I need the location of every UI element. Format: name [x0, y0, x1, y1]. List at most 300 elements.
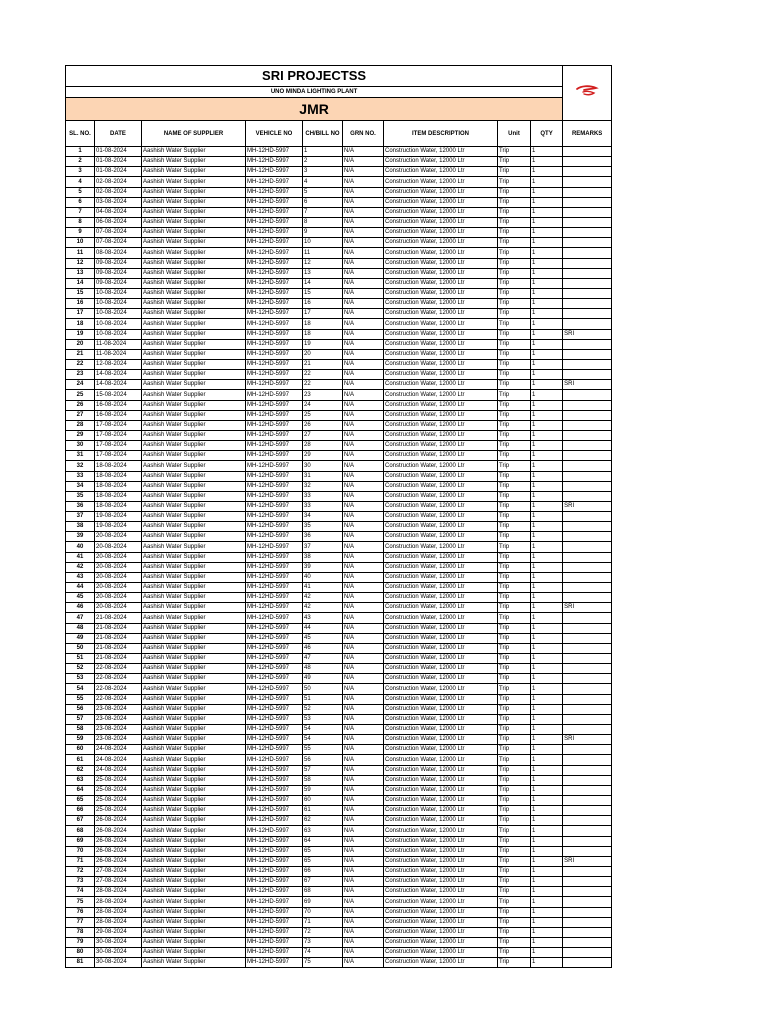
vehicle-no-cell: MH-12HD-5997: [246, 643, 303, 653]
unit-cell: Trip: [498, 238, 531, 248]
table-row: [66, 816, 612, 826]
date-cell: 25-08-2024: [95, 806, 142, 816]
item-description-cell: Construction Water, 12000 Ltr: [384, 927, 498, 937]
supplier-cell: Aashish Water Supplier: [142, 654, 246, 664]
remarks-cell: [563, 806, 612, 816]
grn-no-cell: N/A: [343, 755, 384, 765]
supplier-cell: Aashish Water Supplier: [142, 866, 246, 876]
unit-cell: Trip: [498, 370, 531, 380]
qty-cell: 1: [531, 339, 563, 349]
grn-no-cell: N/A: [343, 643, 384, 653]
grn-no-cell: N/A: [343, 268, 384, 278]
supplier-cell: Aashish Water Supplier: [142, 309, 246, 319]
bill-no-cell: 1: [303, 147, 343, 157]
unit-cell: Trip: [498, 522, 531, 532]
grn-no-cell: N/A: [343, 400, 384, 410]
supplier-cell: Aashish Water Supplier: [142, 806, 246, 816]
grn-no-cell: N/A: [343, 319, 384, 329]
remarks-cell: [563, 725, 612, 735]
item-description-cell: Construction Water, 12000 Ltr: [384, 846, 498, 856]
grn-no-cell: N/A: [343, 633, 384, 643]
unit-cell: Trip: [498, 897, 531, 907]
supplier-cell: Aashish Water Supplier: [142, 603, 246, 613]
bill-no-cell: 63: [303, 826, 343, 836]
grn-no-cell: N/A: [343, 471, 384, 481]
item-description-cell: Construction Water, 12000 Ltr: [384, 410, 498, 420]
qty-cell: 1: [531, 380, 563, 390]
vehicle-no-cell: MH-12HD-5997: [246, 441, 303, 451]
supplier-cell: Aashish Water Supplier: [142, 238, 246, 248]
vehicle-no-cell: MH-12HD-5997: [246, 258, 303, 268]
item-description-cell: Construction Water, 12000 Ltr: [384, 806, 498, 816]
bill-no-cell: 18: [303, 319, 343, 329]
sl-no-cell: 8: [66, 217, 95, 227]
supplier-cell: Aashish Water Supplier: [142, 319, 246, 329]
table-row: [66, 907, 612, 917]
bill-no-cell: 5: [303, 187, 343, 197]
col-grn-no-header: GRN NO.: [343, 121, 384, 147]
unit-cell: Trip: [498, 948, 531, 958]
qty-cell: 1: [531, 177, 563, 187]
sl-no-cell: 2: [66, 157, 95, 167]
grn-no-cell: N/A: [343, 390, 384, 400]
sl-no-cell: 80: [66, 948, 95, 958]
vehicle-no-cell: MH-12HD-5997: [246, 532, 303, 542]
item-description-cell: Construction Water, 12000 Ltr: [384, 714, 498, 724]
grn-no-cell: N/A: [343, 704, 384, 714]
grn-no-cell: N/A: [343, 613, 384, 623]
grn-no-cell: N/A: [343, 410, 384, 420]
supplier-cell: Aashish Water Supplier: [142, 816, 246, 826]
table-row: [66, 410, 612, 420]
unit-cell: Trip: [498, 258, 531, 268]
supplier-cell: Aashish Water Supplier: [142, 177, 246, 187]
bill-no-cell: 40: [303, 572, 343, 582]
sl-no-cell: 13: [66, 268, 95, 278]
vehicle-no-cell: MH-12HD-5997: [246, 826, 303, 836]
unit-cell: Trip: [498, 400, 531, 410]
bill-no-cell: 51: [303, 694, 343, 704]
sl-no-cell: 6: [66, 197, 95, 207]
qty-cell: 1: [531, 583, 563, 593]
bill-no-cell: 67: [303, 877, 343, 887]
date-cell: 22-08-2024: [95, 674, 142, 684]
table-row: [66, 704, 612, 714]
item-description-cell: Construction Water, 12000 Ltr: [384, 187, 498, 197]
sl-no-cell: 42: [66, 562, 95, 572]
table-row: [66, 654, 612, 664]
table-row: [66, 268, 612, 278]
item-description-cell: Construction Water, 12000 Ltr: [384, 268, 498, 278]
vehicle-no-cell: MH-12HD-5997: [246, 866, 303, 876]
table-row: [66, 735, 612, 745]
unit-cell: Trip: [498, 430, 531, 440]
date-cell: 20-08-2024: [95, 603, 142, 613]
unit-cell: Trip: [498, 714, 531, 724]
item-description-cell: Construction Water, 12000 Ltr: [384, 816, 498, 826]
table-row: [66, 826, 612, 836]
remarks-cell: [563, 522, 612, 532]
bill-no-cell: 61: [303, 806, 343, 816]
bill-no-cell: 26: [303, 420, 343, 430]
remarks-cell: [563, 147, 612, 157]
bill-no-cell: 13: [303, 268, 343, 278]
table-row: [66, 238, 612, 248]
supplier-cell: Aashish Water Supplier: [142, 400, 246, 410]
bill-no-cell: 30: [303, 461, 343, 471]
sl-no-cell: 33: [66, 471, 95, 481]
date-cell: 22-08-2024: [95, 694, 142, 704]
vehicle-no-cell: MH-12HD-5997: [246, 603, 303, 613]
vehicle-no-cell: MH-12HD-5997: [246, 167, 303, 177]
qty-cell: 1: [531, 157, 563, 167]
grn-no-cell: N/A: [343, 522, 384, 532]
remarks-cell: [563, 877, 612, 887]
item-description-cell: Construction Water, 12000 Ltr: [384, 339, 498, 349]
bill-no-cell: 28: [303, 441, 343, 451]
date-cell: 26-08-2024: [95, 846, 142, 856]
bill-no-cell: 41: [303, 583, 343, 593]
remarks-cell: [563, 684, 612, 694]
bill-no-cell: 36: [303, 532, 343, 542]
item-description-cell: Construction Water, 12000 Ltr: [384, 917, 498, 927]
grn-no-cell: N/A: [343, 441, 384, 451]
grn-no-cell: N/A: [343, 532, 384, 542]
bill-no-cell: 56: [303, 755, 343, 765]
remarks-cell: [563, 643, 612, 653]
supplier-cell: Aashish Water Supplier: [142, 785, 246, 795]
sl-no-cell: 76: [66, 907, 95, 917]
date-cell: 18-08-2024: [95, 491, 142, 501]
unit-cell: Trip: [498, 299, 531, 309]
item-description-cell: Construction Water, 12000 Ltr: [384, 319, 498, 329]
qty-cell: 1: [531, 370, 563, 380]
item-description-cell: Construction Water, 12000 Ltr: [384, 390, 498, 400]
vehicle-no-cell: MH-12HD-5997: [246, 370, 303, 380]
remarks-cell: [563, 299, 612, 309]
item-description-cell: Construction Water, 12000 Ltr: [384, 441, 498, 451]
date-cell: 23-08-2024: [95, 725, 142, 735]
qty-cell: 1: [531, 268, 563, 278]
vehicle-no-cell: MH-12HD-5997: [246, 177, 303, 187]
bill-no-cell: 8: [303, 217, 343, 227]
item-description-cell: Construction Water, 12000 Ltr: [384, 603, 498, 613]
supplier-cell: Aashish Water Supplier: [142, 481, 246, 491]
vehicle-no-cell: MH-12HD-5997: [246, 207, 303, 217]
supplier-cell: Aashish Water Supplier: [142, 714, 246, 724]
sl-no-cell: 50: [66, 643, 95, 653]
remarks-cell: [563, 491, 612, 501]
sl-no-cell: 46: [66, 603, 95, 613]
jmr-sheet: [65, 65, 611, 968]
vehicle-no-cell: MH-12HD-5997: [246, 187, 303, 197]
unit-cell: Trip: [498, 197, 531, 207]
supplier-cell: Aashish Water Supplier: [142, 572, 246, 582]
table-row: [66, 177, 612, 187]
date-cell: 25-08-2024: [95, 796, 142, 806]
sl-no-cell: 22: [66, 359, 95, 369]
date-cell: 28-08-2024: [95, 897, 142, 907]
item-description-cell: Construction Water, 12000 Ltr: [384, 785, 498, 795]
unit-cell: Trip: [498, 816, 531, 826]
grn-no-cell: N/A: [343, 765, 384, 775]
bill-no-cell: 44: [303, 623, 343, 633]
bill-no-cell: 7: [303, 207, 343, 217]
supplier-cell: Aashish Water Supplier: [142, 532, 246, 542]
grn-no-cell: N/A: [343, 329, 384, 339]
bill-no-cell: 18: [303, 329, 343, 339]
table-row: [66, 664, 612, 674]
remarks-cell: [563, 907, 612, 917]
company-logo: [563, 66, 612, 121]
unit-cell: Trip: [498, 755, 531, 765]
grn-no-cell: N/A: [343, 583, 384, 593]
date-cell: 19-08-2024: [95, 512, 142, 522]
sl-no-cell: 71: [66, 856, 95, 866]
vehicle-no-cell: MH-12HD-5997: [246, 745, 303, 755]
date-cell: 20-08-2024: [95, 532, 142, 542]
remarks-cell: [563, 258, 612, 268]
item-description-cell: Construction Water, 12000 Ltr: [384, 735, 498, 745]
date-cell: 27-08-2024: [95, 877, 142, 887]
unit-cell: Trip: [498, 745, 531, 755]
qty-cell: 1: [531, 725, 563, 735]
unit-cell: Trip: [498, 735, 531, 745]
bill-no-cell: 37: [303, 542, 343, 552]
item-description-cell: Construction Water, 12000 Ltr: [384, 349, 498, 359]
unit-cell: Trip: [498, 512, 531, 522]
table-row: [66, 796, 612, 806]
sl-no-cell: 29: [66, 430, 95, 440]
remarks-cell: [563, 410, 612, 420]
date-cell: 12-08-2024: [95, 359, 142, 369]
remarks-cell: [563, 572, 612, 582]
sl-no-cell: 69: [66, 836, 95, 846]
qty-cell: 1: [531, 826, 563, 836]
supplier-cell: Aashish Water Supplier: [142, 248, 246, 258]
supplier-cell: Aashish Water Supplier: [142, 745, 246, 755]
unit-cell: Trip: [498, 359, 531, 369]
item-description-cell: Construction Water, 12000 Ltr: [384, 522, 498, 532]
item-description-cell: Construction Water, 12000 Ltr: [384, 167, 498, 177]
qty-cell: 1: [531, 481, 563, 491]
date-cell: 26-08-2024: [95, 826, 142, 836]
table-row: [66, 299, 612, 309]
unit-cell: Trip: [498, 633, 531, 643]
remarks-cell: [563, 167, 612, 177]
grn-no-cell: N/A: [343, 866, 384, 876]
unit-cell: Trip: [498, 664, 531, 674]
qty-cell: 1: [531, 937, 563, 947]
table-row: [66, 958, 612, 968]
qty-cell: 1: [531, 288, 563, 298]
qty-cell: 1: [531, 633, 563, 643]
bill-no-cell: 2: [303, 157, 343, 167]
remarks-cell: SRI: [563, 856, 612, 866]
unit-cell: Trip: [498, 451, 531, 461]
item-description-cell: Construction Water, 12000 Ltr: [384, 370, 498, 380]
item-description-cell: Construction Water, 12000 Ltr: [384, 309, 498, 319]
date-cell: 11-08-2024: [95, 339, 142, 349]
supplier-cell: Aashish Water Supplier: [142, 643, 246, 653]
bill-no-cell: 73: [303, 937, 343, 947]
vehicle-no-cell: MH-12HD-5997: [246, 572, 303, 582]
supplier-cell: Aashish Water Supplier: [142, 370, 246, 380]
vehicle-no-cell: MH-12HD-5997: [246, 846, 303, 856]
qty-cell: 1: [531, 522, 563, 532]
supplier-cell: Aashish Water Supplier: [142, 278, 246, 288]
supplier-cell: Aashish Water Supplier: [142, 491, 246, 501]
bill-no-cell: 27: [303, 430, 343, 440]
unit-cell: Trip: [498, 309, 531, 319]
bill-no-cell: 17: [303, 309, 343, 319]
qty-cell: 1: [531, 816, 563, 826]
qty-cell: 1: [531, 765, 563, 775]
vehicle-no-cell: MH-12HD-5997: [246, 491, 303, 501]
grn-no-cell: N/A: [343, 694, 384, 704]
vehicle-no-cell: MH-12HD-5997: [246, 613, 303, 623]
grn-no-cell: N/A: [343, 937, 384, 947]
vehicle-no-cell: MH-12HD-5997: [246, 836, 303, 846]
grn-no-cell: N/A: [343, 664, 384, 674]
qty-cell: 1: [531, 958, 563, 968]
item-description-cell: Construction Water, 12000 Ltr: [384, 532, 498, 542]
vehicle-no-cell: MH-12HD-5997: [246, 217, 303, 227]
bill-no-cell: 22: [303, 380, 343, 390]
vehicle-no-cell: MH-12HD-5997: [246, 877, 303, 887]
date-cell: 16-08-2024: [95, 400, 142, 410]
date-cell: 21-08-2024: [95, 643, 142, 653]
sl-no-cell: 27: [66, 410, 95, 420]
grn-no-cell: N/A: [343, 826, 384, 836]
supplier-cell: Aashish Water Supplier: [142, 420, 246, 430]
unit-cell: Trip: [498, 613, 531, 623]
grn-no-cell: N/A: [343, 806, 384, 816]
table-row: [66, 593, 612, 603]
supplier-cell: Aashish Water Supplier: [142, 299, 246, 309]
sl-no-cell: 72: [66, 866, 95, 876]
grn-no-cell: N/A: [343, 572, 384, 582]
remarks-cell: [563, 836, 612, 846]
unit-cell: Trip: [498, 278, 531, 288]
sl-no-cell: 7: [66, 207, 95, 217]
sl-no-cell: 36: [66, 501, 95, 511]
qty-cell: 1: [531, 562, 563, 572]
remarks-cell: [563, 197, 612, 207]
remarks-cell: [563, 228, 612, 238]
qty-cell: 1: [531, 785, 563, 795]
date-cell: 03-08-2024: [95, 197, 142, 207]
qty-cell: 1: [531, 714, 563, 724]
qty-cell: 1: [531, 613, 563, 623]
unit-cell: Trip: [498, 349, 531, 359]
table-row: [66, 552, 612, 562]
grn-no-cell: N/A: [343, 603, 384, 613]
date-cell: 07-08-2024: [95, 238, 142, 248]
vehicle-no-cell: MH-12HD-5997: [246, 725, 303, 735]
unit-cell: Trip: [498, 228, 531, 238]
date-cell: 02-08-2024: [95, 177, 142, 187]
bill-no-cell: 24: [303, 400, 343, 410]
qty-cell: 1: [531, 349, 563, 359]
vehicle-no-cell: MH-12HD-5997: [246, 654, 303, 664]
vehicle-no-cell: MH-12HD-5997: [246, 714, 303, 724]
qty-cell: 1: [531, 643, 563, 653]
remarks-cell: [563, 937, 612, 947]
bill-no-cell: 66: [303, 866, 343, 876]
supplier-cell: Aashish Water Supplier: [142, 725, 246, 735]
qty-cell: 1: [531, 238, 563, 248]
vehicle-no-cell: MH-12HD-5997: [246, 593, 303, 603]
remarks-cell: [563, 623, 612, 633]
sl-no-cell: 11: [66, 248, 95, 258]
remarks-cell: [563, 430, 612, 440]
vehicle-no-cell: MH-12HD-5997: [246, 147, 303, 157]
grn-no-cell: N/A: [343, 714, 384, 724]
qty-cell: 1: [531, 197, 563, 207]
item-description-cell: Construction Water, 12000 Ltr: [384, 694, 498, 704]
supplier-cell: Aashish Water Supplier: [142, 258, 246, 268]
sl-no-cell: 77: [66, 917, 95, 927]
date-cell: 11-08-2024: [95, 349, 142, 359]
date-cell: 09-08-2024: [95, 258, 142, 268]
unit-cell: Trip: [498, 958, 531, 968]
item-description-cell: Construction Water, 12000 Ltr: [384, 278, 498, 288]
item-description-cell: Construction Water, 12000 Ltr: [384, 501, 498, 511]
date-cell: 28-08-2024: [95, 917, 142, 927]
sl-no-cell: 39: [66, 532, 95, 542]
table-row: [66, 491, 612, 501]
bill-no-cell: 39: [303, 562, 343, 572]
table-row: [66, 643, 612, 653]
date-cell: 17-08-2024: [95, 441, 142, 451]
item-description-cell: Construction Water, 12000 Ltr: [384, 958, 498, 968]
item-description-cell: Construction Water, 12000 Ltr: [384, 887, 498, 897]
date-cell: 21-08-2024: [95, 613, 142, 623]
bill-no-cell: 23: [303, 390, 343, 400]
sl-no-cell: 47: [66, 613, 95, 623]
col-remarks-header: REMARKS: [563, 121, 612, 147]
qty-cell: 1: [531, 654, 563, 664]
grn-no-cell: N/A: [343, 917, 384, 927]
qty-cell: 1: [531, 572, 563, 582]
bill-no-cell: 72: [303, 927, 343, 937]
item-description-cell: Construction Water, 12000 Ltr: [384, 451, 498, 461]
grn-no-cell: N/A: [343, 177, 384, 187]
vehicle-no-cell: MH-12HD-5997: [246, 197, 303, 207]
date-cell: 21-08-2024: [95, 623, 142, 633]
table-row: [66, 866, 612, 876]
qty-cell: 1: [531, 258, 563, 268]
remarks-cell: [563, 207, 612, 217]
supplier-cell: Aashish Water Supplier: [142, 694, 246, 704]
date-cell: 10-08-2024: [95, 329, 142, 339]
sl-no-cell: 43: [66, 572, 95, 582]
table-row: [66, 785, 612, 795]
vehicle-no-cell: MH-12HD-5997: [246, 664, 303, 674]
item-description-cell: Construction Water, 12000 Ltr: [384, 217, 498, 227]
table-row: [66, 451, 612, 461]
qty-cell: 1: [531, 866, 563, 876]
sl-no-cell: 10: [66, 238, 95, 248]
item-description-cell: Construction Water, 12000 Ltr: [384, 562, 498, 572]
unit-cell: Trip: [498, 775, 531, 785]
grn-no-cell: N/A: [343, 349, 384, 359]
vehicle-no-cell: MH-12HD-5997: [246, 157, 303, 167]
supplier-cell: Aashish Water Supplier: [142, 339, 246, 349]
supplier-cell: Aashish Water Supplier: [142, 664, 246, 674]
table-row: [66, 441, 612, 451]
